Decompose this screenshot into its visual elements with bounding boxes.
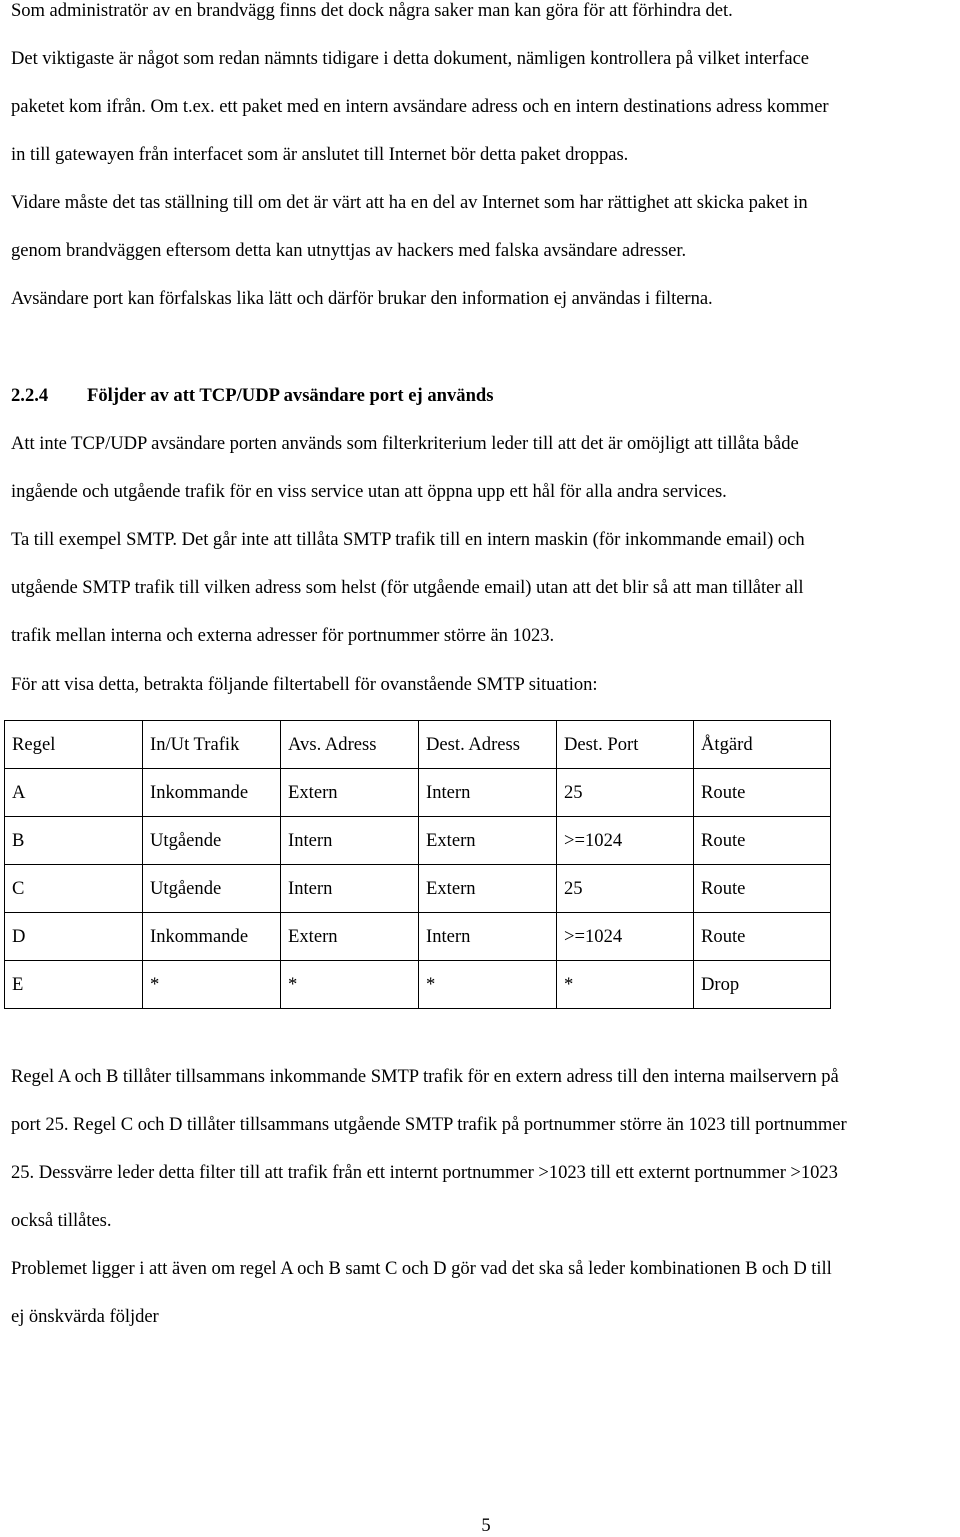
intro-line: Som administratör av en brandvägg finns det dock några saker man kan göra för att förhindra det. (11, 0, 733, 21)
after-line: också tillåtes. (11, 1210, 112, 1231)
body-line: trafik mellan interna och externa adresser för portnummer större än 1023. (11, 625, 555, 646)
after-line: 25. Dessvärre leder detta filter till att trafik från ett internt portnummer >1023 till ett externt portnummer >1023 (11, 1162, 838, 1183)
table-cell: * (143, 961, 281, 1009)
body-line: Ta till exempel SMTP. Det går inte att tillåta SMTP trafik till en intern maskin (för inkommande email) och (11, 529, 805, 550)
table-row (5, 865, 831, 913)
after-line: Regel A och B tillåter tillsammans inkommande SMTP trafik för en extern adress till den interna mailservern på (11, 1066, 839, 1087)
table-cell: Inkommande (143, 913, 281, 961)
after-line: port 25. Regel C och D tillåter tillsammans utgående SMTP trafik på portnummer större än 1023 till portnummer (11, 1114, 847, 1135)
table-cell: C (5, 865, 143, 913)
table-row (5, 769, 831, 817)
table-header-cell: In/Ut Trafik (143, 721, 281, 769)
section-number: 2.2.4 (11, 385, 49, 406)
table-cell: Extern (281, 769, 419, 817)
table-cell: >=1024 (557, 817, 694, 865)
table-cell: >=1024 (557, 913, 694, 961)
body-line: För att visa detta, betrakta följande filtertabell för ovanstående SMTP situation: (11, 674, 598, 695)
section-title: Följder av att TCP/UDP avsändare port ej används (87, 385, 494, 406)
table-row (5, 817, 831, 865)
table-cell: E (5, 961, 143, 1009)
section-heading (11, 385, 494, 407)
table-cell: Intern (281, 865, 419, 913)
table-cell: Extern (419, 817, 557, 865)
intro-line: paketet kom ifrån. Om t.ex. ett paket med en intern avsändare adress och en intern destinations adress kommer (11, 96, 829, 117)
table-header-cell: Åtgärd (694, 721, 831, 769)
table-cell: * (557, 961, 694, 1009)
table-cell: Utgående (143, 817, 281, 865)
table-cell: Inkommande (143, 769, 281, 817)
table-cell: Intern (281, 817, 419, 865)
intro-line: Vidare måste det tas ställning till om det är värt att ha en del av Internet som har rättighet att skicka paket in (11, 192, 808, 213)
table-header-cell: Avs. Adress (281, 721, 419, 769)
table-cell: Drop (694, 961, 831, 1009)
intro-line: genom brandväggen eftersom detta kan utnyttjas av hackers med falska avsändare adresser. (11, 240, 687, 261)
filter-table (4, 720, 831, 1009)
table-header-row (5, 721, 831, 769)
table-header-cell: Dest. Adress (419, 721, 557, 769)
table-cell: Route (694, 865, 831, 913)
intro-line: in till gatewayen från interfacet som är anslutet till Internet bör detta paket droppas. (11, 144, 629, 165)
table-cell: B (5, 817, 143, 865)
intro-line: Avsändare port kan förfalskas lika lätt och därför brukar den information ej användas i filterna. (11, 288, 713, 309)
table-cell: Intern (419, 913, 557, 961)
table-cell: Extern (281, 913, 419, 961)
table-cell: * (281, 961, 419, 1009)
table-cell: 25 (557, 865, 694, 913)
table-cell: Extern (419, 865, 557, 913)
body-line: Att inte TCP/UDP avsändare porten används som filterkriterium leder till att det är omöjligt att tillåta både (11, 433, 799, 454)
table-cell: Route (694, 817, 831, 865)
page-number: 5 (481, 1515, 491, 1536)
table-header-cell: Regel (5, 721, 143, 769)
after-line: ej önskvärda följder (11, 1306, 159, 1327)
table-row (5, 913, 831, 961)
table-cell: Intern (419, 769, 557, 817)
table-cell: D (5, 913, 143, 961)
table-cell: Route (694, 913, 831, 961)
body-line: ingående och utgående trafik för en viss service utan att öppna upp ett hål för alla andra services. (11, 481, 727, 502)
table-cell: A (5, 769, 143, 817)
body-line: utgående SMTP trafik till vilken adress som helst (för utgående email) utan att det blir så att man tillåter all (11, 577, 804, 598)
table-cell: Route (694, 769, 831, 817)
table-cell: * (419, 961, 557, 1009)
table-header-cell: Dest. Port (557, 721, 694, 769)
after-line: Problemet ligger i att även om regel A och B samt C och D gör vad det ska så leder kombinationen B och D till (11, 1258, 832, 1279)
table-row (5, 961, 831, 1009)
table-cell: 25 (557, 769, 694, 817)
intro-line: Det viktigaste är något som redan nämnts tidigare i detta dokument, nämligen kontrollera på vilket interface (11, 48, 810, 69)
table-cell: Utgående (143, 865, 281, 913)
